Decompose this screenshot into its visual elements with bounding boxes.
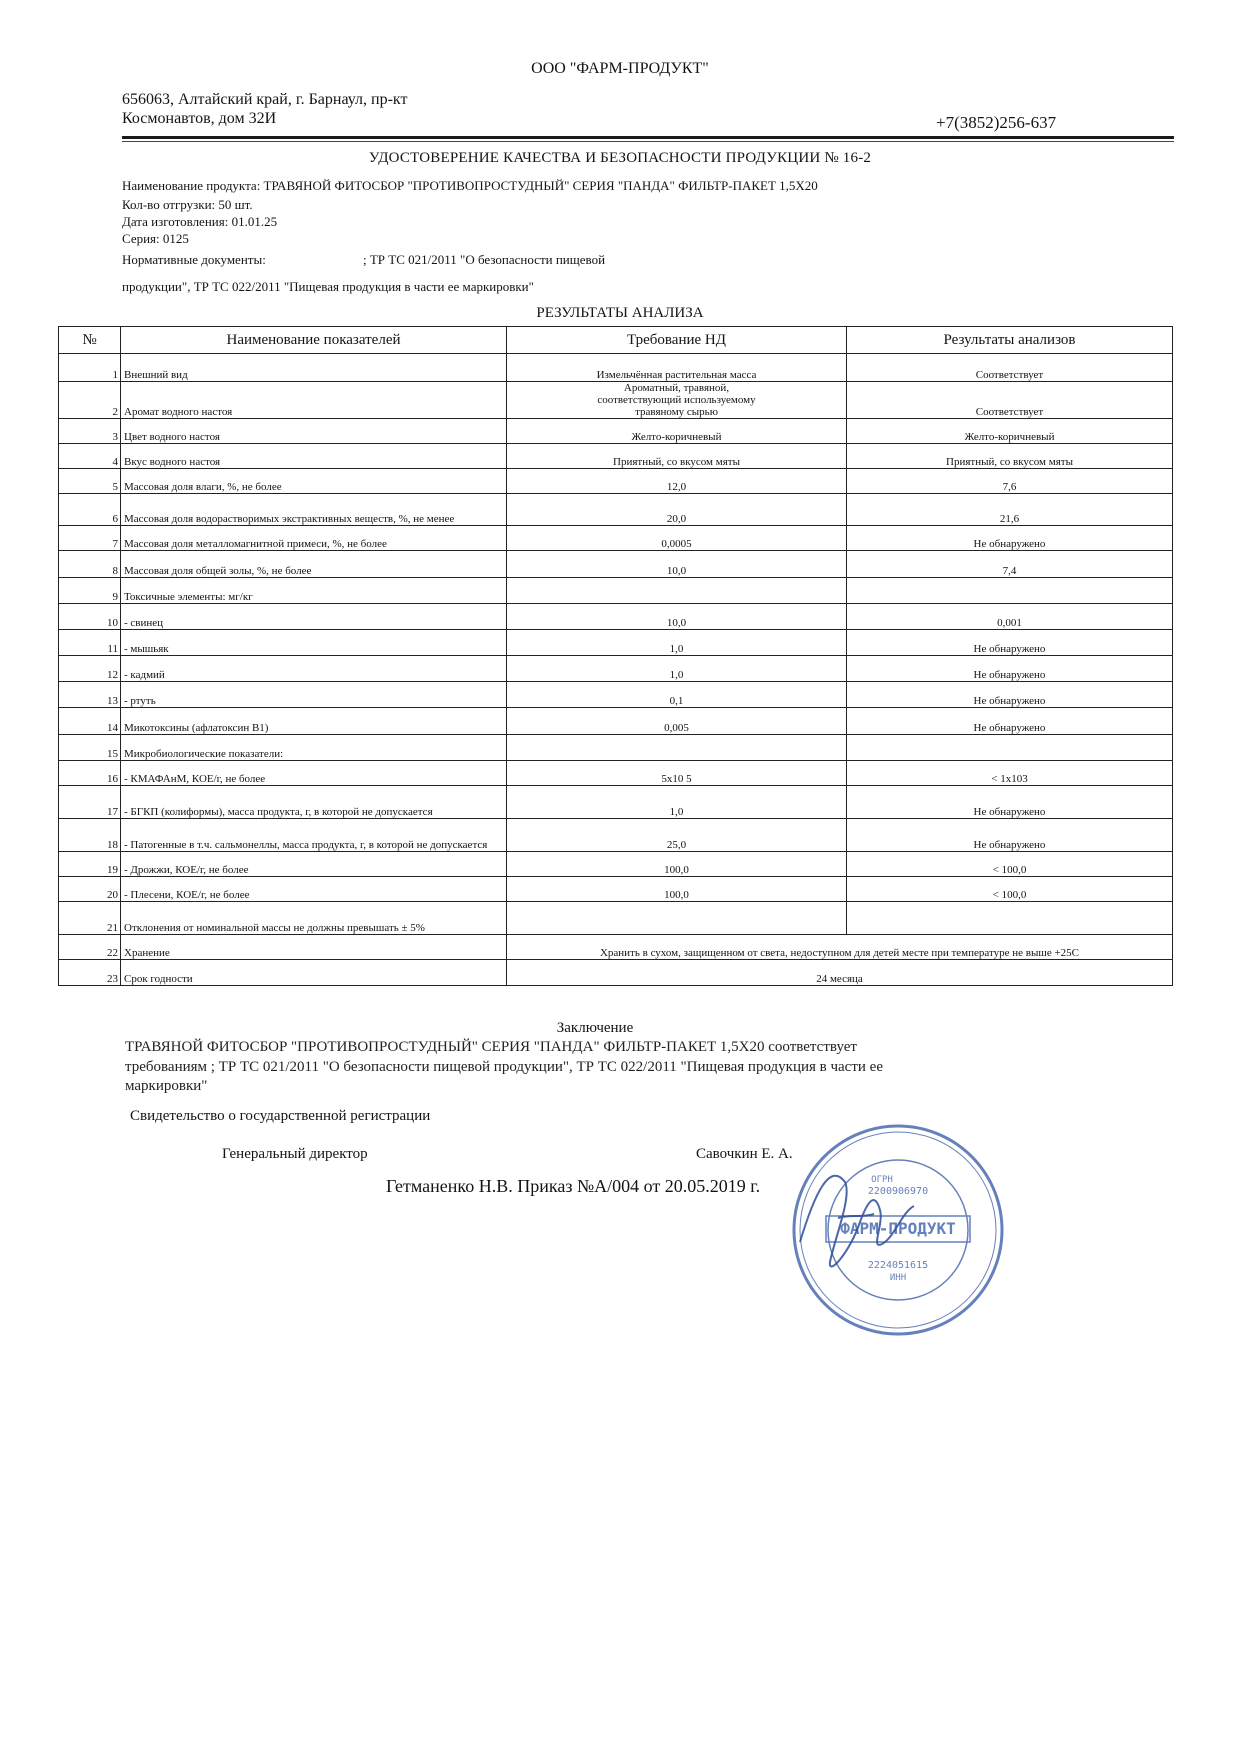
row-indicator: Цвет водного настоя xyxy=(121,419,507,444)
row-requirement: 0,0005 xyxy=(507,526,847,551)
table-row xyxy=(59,656,1173,682)
row-result xyxy=(847,902,1173,935)
table-row xyxy=(59,786,1173,819)
row-result: Не обнаружено xyxy=(847,526,1173,551)
table-header-row xyxy=(59,327,1173,354)
table-row xyxy=(59,682,1173,708)
address-line-2: Космонавтов, дом 32И xyxy=(122,110,277,127)
row-shelf-life: 24 месяца xyxy=(507,960,1173,986)
table-row xyxy=(59,902,1173,935)
column-header-requirement: Требование НД xyxy=(507,327,847,354)
table-row xyxy=(59,630,1173,656)
row-indicator: Массовая доля общей золы, %, не более xyxy=(121,551,507,578)
table-row xyxy=(59,735,1173,761)
row-indicator: Массовая доля металломагнитной примеси, %, не более xyxy=(121,526,507,551)
authority-order: Гетманенко Н.В. Приказ №А/004 от 20.05.2019 г. xyxy=(386,1176,761,1196)
row-number: 1 xyxy=(59,354,121,382)
row-number: 21 xyxy=(59,902,121,935)
row-indicator: - БГКП (колиформы), масса продукта, г, в которой не допускается xyxy=(121,786,507,819)
row-indicator: - ртуть xyxy=(121,682,507,708)
table-row xyxy=(59,578,1173,604)
row-result: Не обнаружено xyxy=(847,786,1173,819)
table-row xyxy=(59,877,1173,902)
row-requirement: 12,0 xyxy=(507,469,847,494)
row-number: 23 xyxy=(59,960,121,986)
row-number: 14 xyxy=(59,708,121,735)
row-number: 10 xyxy=(59,604,121,630)
row-requirement: Ароматный, травяной, соответствующий используемому травяному сырью xyxy=(507,382,847,419)
company-stamp xyxy=(790,1122,1006,1338)
row-requirement: 0,1 xyxy=(507,682,847,708)
row-result: 21,6 xyxy=(847,494,1173,526)
row-indicator: Массовая доля водорастворимых экстрактивных веществ, %, не менее xyxy=(121,494,507,526)
table-row xyxy=(59,960,1173,986)
row-indicator: Токсичные элементы: мг/кг xyxy=(121,578,507,604)
row-number: 8 xyxy=(59,551,121,578)
conclusion-line-2: требованиям ; ТР ТС 021/2011 "О безопасности пищевой продукции", ТР ТС 022/2011 "Пищевая продукция в части ее xyxy=(125,1059,883,1075)
table-row xyxy=(59,935,1173,960)
row-requirement: Измельчённая растительная масса xyxy=(507,354,847,382)
certificate-title: УДОСТОВЕРЕНИЕ КАЧЕСТВА И БЕЗОПАСНОСТИ ПРОДУКЦИИ № 16-2 xyxy=(368,150,872,166)
row-result: Не обнаружено xyxy=(847,656,1173,682)
column-header-result: Результаты анализов xyxy=(847,327,1173,354)
company-name: ООО "ФАРМ-ПРОДУКТ" xyxy=(531,60,709,77)
row-indicator: Отклонения от номинальной массы не должны превышать ± 5% xyxy=(121,902,507,935)
row-result: Не обнаружено xyxy=(847,630,1173,656)
row-number: 6 xyxy=(59,494,121,526)
norm-docs-label: Нормативные документы: xyxy=(122,252,266,267)
row-number: 7 xyxy=(59,526,121,551)
row-requirement: 100,0 xyxy=(507,877,847,902)
row-indicator: Микробиологические показатели: xyxy=(121,735,507,761)
director-position: Генеральный директор xyxy=(222,1146,368,1162)
row-number: 11 xyxy=(59,630,121,656)
norm-docs-continued: продукции", ТР ТС 022/2011 "Пищевая продукция в части ее маркировки" xyxy=(122,279,534,294)
row-indicator: - Плесени, КОЕ/г, не более xyxy=(121,877,507,902)
row-number: 4 xyxy=(59,444,121,469)
table-row xyxy=(59,604,1173,630)
results-title: РЕЗУЛЬТАТЫ АНАЛИЗА xyxy=(536,305,704,321)
row-indicator: Микотоксины (афлатоксин В1) xyxy=(121,708,507,735)
row-result: Соответствует xyxy=(847,354,1173,382)
row-number: 12 xyxy=(59,656,121,682)
row-number: 19 xyxy=(59,852,121,877)
row-number: 20 xyxy=(59,877,121,902)
table-row xyxy=(59,761,1173,786)
row-storage-conditions: Хранить в сухом, защищенном от света, недоступном для детей месте при температуре не выше +25С xyxy=(507,935,1173,960)
table-row xyxy=(59,469,1173,494)
row-indicator: - мышьяк xyxy=(121,630,507,656)
conclusion-line-1: ТРАВЯНОЙ ФИТОСБОР "ПРОТИВОПРОСТУДНЫЙ" СЕРИЯ "ПАНДА" ФИЛЬТР-ПАКЕТ 1,5Х20 соответствует xyxy=(125,1039,857,1055)
stamp-ogrn-label: ОГРН xyxy=(871,1175,893,1185)
row-result: < 100,0 xyxy=(847,877,1173,902)
row-number: 18 xyxy=(59,819,121,852)
row-indicator: Массовая доля влаги, %, не более xyxy=(121,469,507,494)
row-number: 17 xyxy=(59,786,121,819)
row-requirement xyxy=(507,902,847,935)
column-header-number: № xyxy=(59,327,121,354)
row-requirement: 10,0 xyxy=(507,551,847,578)
row-indicator: - Дрожжи, КОЕ/г, не более xyxy=(121,852,507,877)
stamp-ogrn: 2200906970 xyxy=(867,1186,929,1197)
row-requirement xyxy=(507,735,847,761)
row-requirement: Желто-коричневый xyxy=(507,419,847,444)
row-number: 5 xyxy=(59,469,121,494)
row-result xyxy=(847,578,1173,604)
row-number: 13 xyxy=(59,682,121,708)
results-table xyxy=(58,326,1173,986)
row-requirement: 1,0 xyxy=(507,786,847,819)
row-result: Не обнаружено xyxy=(847,819,1173,852)
row-result: < 1х103 xyxy=(847,761,1173,786)
stamp-inn-label: ИНН xyxy=(889,1273,907,1283)
row-indicator: - КМАФАнМ, КОЕ/г, не более xyxy=(121,761,507,786)
address-line-1: 656063, Алтайский край, г. Барнаул, пр-кт xyxy=(122,91,408,108)
row-indicator: Хранение xyxy=(121,935,507,960)
row-indicator: Внешний вид xyxy=(121,354,507,382)
row-indicator: Срок годности xyxy=(121,960,507,986)
row-number: 2 xyxy=(59,382,121,419)
phone-number: +7(3852)256-637 xyxy=(936,113,1057,132)
table-row xyxy=(59,354,1173,382)
row-indicator: - кадмий xyxy=(121,656,507,682)
header-divider xyxy=(122,136,1174,139)
row-indicator: - свинец xyxy=(121,604,507,630)
row-number: 22 xyxy=(59,935,121,960)
table-row xyxy=(59,551,1173,578)
row-result xyxy=(847,735,1173,761)
row-indicator: Аромат водного настоя xyxy=(121,382,507,419)
table-row xyxy=(59,419,1173,444)
stamp-inn: 2224051615 xyxy=(867,1260,929,1271)
row-requirement: 5х10 5 xyxy=(507,761,847,786)
table-row xyxy=(59,819,1173,852)
registration-certificate: Свидетельство о государственной регистрации xyxy=(130,1108,431,1124)
row-result: 7,6 xyxy=(847,469,1173,494)
table-row xyxy=(59,526,1173,551)
table-row xyxy=(59,852,1173,877)
norm-docs-value: ; ТР ТС 021/2011 "О безопасности пищевой xyxy=(363,252,606,267)
table-row xyxy=(59,494,1173,526)
row-number: 16 xyxy=(59,761,121,786)
row-indicator: Вкус водного настоя xyxy=(121,444,507,469)
row-number: 3 xyxy=(59,419,121,444)
row-requirement: 25,0 xyxy=(507,819,847,852)
row-requirement: 10,0 xyxy=(507,604,847,630)
table-row xyxy=(59,382,1173,419)
conclusion-line-3: маркировки" xyxy=(125,1078,208,1094)
series-number: Серия: 0125 xyxy=(122,231,189,246)
row-requirement: 1,0 xyxy=(507,656,847,682)
product-name: Наименование продукта: ТРАВЯНОЙ ФИТОСБОР "ПРОТИВОПРОСТУДНЫЙ" СЕРИЯ "ПАНДА" ФИЛЬТР-ПАКЕТ 1,5Х20 xyxy=(122,178,818,193)
shipment-quantity: Кол-во отгрузки: 50 шт. xyxy=(122,197,253,212)
row-requirement: 20,0 xyxy=(507,494,847,526)
header-divider-thin xyxy=(122,141,1174,142)
row-result: Желто-коричневый xyxy=(847,419,1173,444)
conclusion-title: Заключение xyxy=(556,1020,634,1036)
row-result: 0,001 xyxy=(847,604,1173,630)
row-requirement xyxy=(507,578,847,604)
stamp-center-text: ФАРМ-ПРОДУКТ xyxy=(840,1219,956,1238)
row-result: < 100,0 xyxy=(847,852,1173,877)
column-header-indicator: Наименование показателей xyxy=(121,327,507,354)
row-result: Приятный, со вкусом мяты xyxy=(847,444,1173,469)
director-name: Савочкин Е. А. xyxy=(696,1146,793,1162)
row-requirement: 100,0 xyxy=(507,852,847,877)
row-result: Не обнаружено xyxy=(847,682,1173,708)
row-result: Не обнаружено xyxy=(847,708,1173,735)
row-number: 15 xyxy=(59,735,121,761)
row-requirement: 1,0 xyxy=(507,630,847,656)
row-requirement: Приятный, со вкусом мяты xyxy=(507,444,847,469)
row-result: 7,4 xyxy=(847,551,1173,578)
row-requirement: 0,005 xyxy=(507,708,847,735)
row-result: Соответствует xyxy=(847,382,1173,419)
row-number: 9 xyxy=(59,578,121,604)
table-row xyxy=(59,444,1173,469)
table-row xyxy=(59,708,1173,735)
row-indicator: - Патогенные в т.ч. сальмонеллы, масса продукта, г, в которой не допускается xyxy=(121,819,507,852)
manufacture-date: Дата изготовления: 01.01.25 xyxy=(122,214,278,229)
